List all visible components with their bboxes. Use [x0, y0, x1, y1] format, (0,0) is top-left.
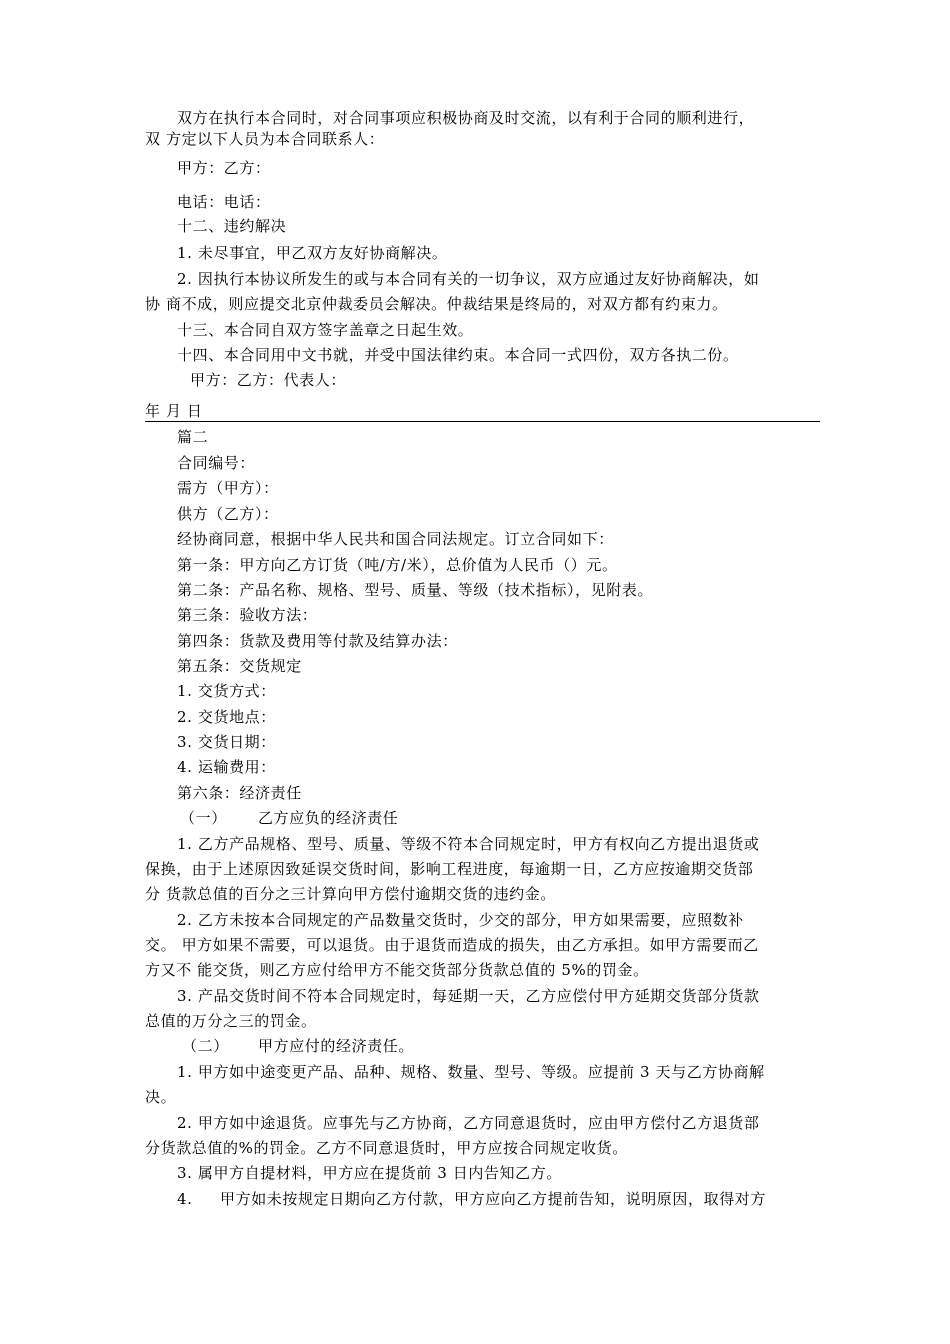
p1-item2-line1: 2. 乙方未按本合同规定的产品数量交货时，少交的部分，甲方如果需要，应照数补	[177, 911, 744, 929]
p2-item1-line1: 1. 甲方如中途变更产品、品种、规格、数量、型号、等级。应提前 3 天与乙方协商解	[177, 1063, 765, 1081]
article12-item2-line2: 协 商不成，则应提交北京仲裁委员会解决。仲裁结果是终局的，对双方都有约束力。	[145, 295, 728, 313]
article-4: 第四条：货款及费用等付款及结算办法：	[177, 632, 458, 650]
article-6: 第六条：经济责任	[177, 784, 302, 802]
phones-line: 电话：电话：	[177, 193, 271, 211]
preamble: 经协商同意，根据中华人民共和国合同法规定。订立合同如下：	[177, 530, 614, 548]
p1-item3-line2: 总值的万分之三的罚金。	[145, 1012, 317, 1030]
section-divider	[145, 421, 820, 422]
p2-item3: 3. 属甲方自提材料，甲方应在提货前 3 日内告知乙方。	[177, 1164, 562, 1182]
p1-item1-line3: 分 货款总值的百分之三计算向甲方偿付逾期交货的违约金。	[145, 885, 556, 903]
article-2: 第二条：产品名称、规格、型号、质量、等级（技术指标），见附表。	[177, 581, 654, 599]
article-5: 第五条：交货规定	[177, 657, 302, 675]
article-1: 第一条：甲方向乙方订货（吨/方/米），总价值为人民币（）元。	[177, 556, 618, 574]
intro-line-2: 双 方定以下人员为本合同联系人：	[145, 130, 385, 148]
p1-item3-line1: 3. 产品交货时间不符本合同规定时，每延期一天，乙方应偿付甲方延期交货部分货款	[177, 987, 760, 1005]
p1-item2-line3: 方又不 能交货，则乙方应付给甲方不能交货部分货款总值的 5%的罚金。	[145, 961, 649, 979]
intro-line-1: 双方在执行本合同时，对合同事项应积极协商及时交流，以有利于合同的顺利进行，	[177, 109, 755, 127]
p2-item4-number: 4.	[177, 1190, 193, 1208]
article13: 十三、本合同自双方签字盖章之日起生效。	[177, 321, 474, 339]
article12-title: 十二、违约解决	[177, 217, 287, 235]
p1-item1-line1: 1. 乙方产品规格、型号、质量、等级不符本合同规定时，甲方有权向乙方提出退货或	[177, 835, 760, 853]
p2-item2-line1: 2. 甲方如中途退货。应事先与乙方协商，乙方同意退货时，应由甲方偿付乙方退货部	[177, 1114, 760, 1132]
date-line: 年 月 日	[145, 402, 203, 420]
article14: 十四、本合同用中文书就，并受中国法律约束。本合同一式四份，双方各执二份。	[177, 346, 739, 364]
article-3: 第三条：验收方法：	[177, 606, 318, 624]
p2-item1-line2: 决。	[145, 1088, 177, 1106]
part1-title: 乙方应负的经济责任	[258, 809, 399, 827]
delivery-item-2: 2. 交货地点：	[177, 708, 276, 726]
delivery-item-1: 1. 交货方式：	[177, 682, 276, 700]
p1-item2-line2: 交。 甲方如果不需要，可以退货。由于退货而造成的损失，由乙方承担。如甲方需要而乙	[145, 936, 759, 954]
delivery-item-4: 4. 运输费用：	[177, 758, 276, 776]
supplier-line: 供方（乙方）：	[177, 505, 279, 523]
part2-title: 甲方应付的经济责任。	[258, 1037, 415, 1055]
p2-item2-line2: 分货款总值的%的罚金。乙方不同意退货时，甲方应按合同规定收货。	[145, 1139, 628, 1157]
p2-item4-text: 甲方如未按规定日期向乙方付款，甲方应向乙方提前告知，说明原因，取得对方	[220, 1190, 767, 1208]
section2-heading: 篇二	[177, 428, 209, 446]
delivery-item-3: 3. 交货日期：	[177, 733, 276, 751]
article12-item2-line1: 2. 因执行本协议所发生的或与本合同有关的一切争议，双方应通过友好协商解决，如	[177, 270, 760, 288]
part1-number: （一）	[180, 809, 227, 827]
buyer-line: 需方（甲方）：	[177, 479, 279, 497]
contacts-line: 甲方：乙方：	[177, 159, 271, 177]
p1-item1-line2: 保换，由于上述原因致延误交货时间，影响工程进度，每逾期一日，乙方应按逾期交货部	[145, 860, 754, 878]
part2-number: （二）	[182, 1037, 229, 1055]
contract-number: 合同编号：	[177, 454, 256, 472]
article12-item1: 1. 未尽事宜，甲乙双方友好协商解决。	[177, 244, 448, 262]
signature-line: 甲方：乙方：代表人：	[190, 371, 347, 389]
